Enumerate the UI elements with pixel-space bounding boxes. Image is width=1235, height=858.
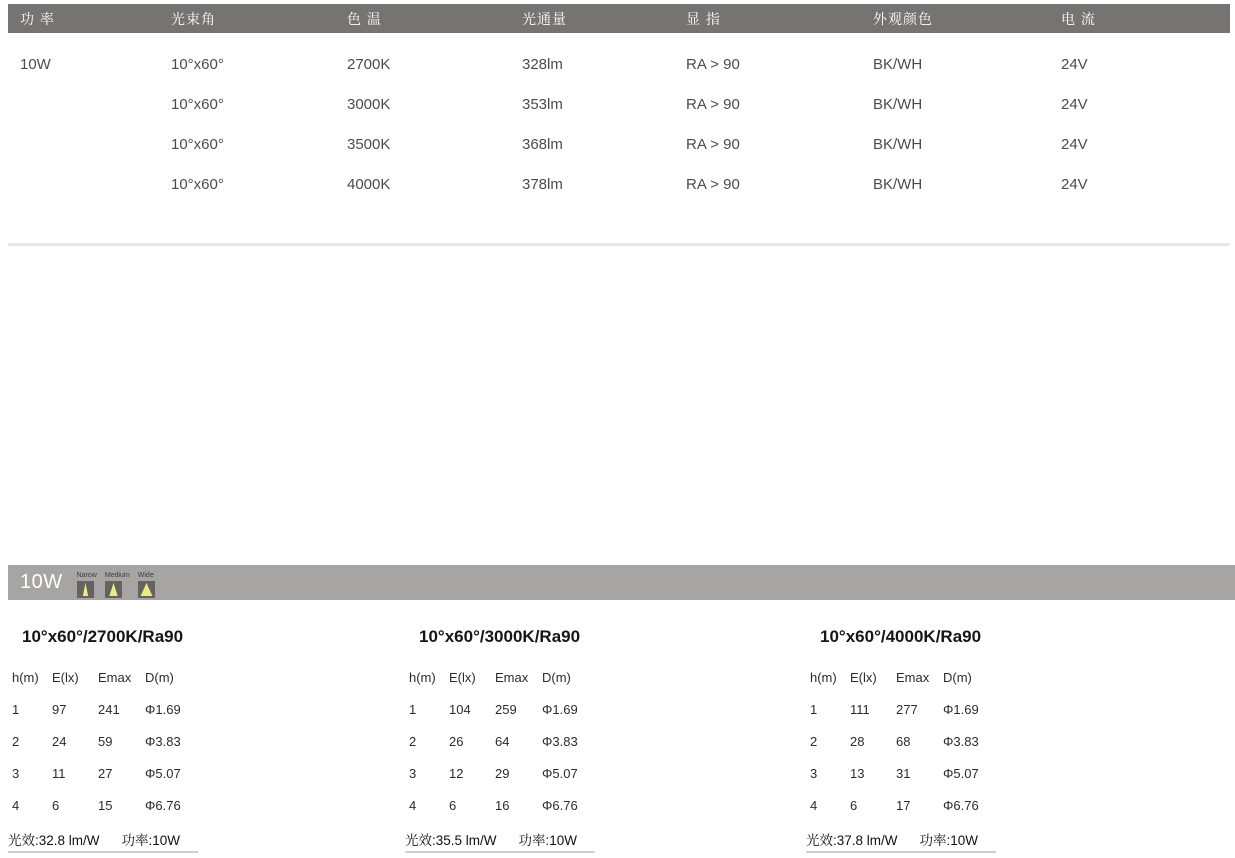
cell-luminous-flux: 328lm [522,55,563,73]
cell: 59 [98,733,113,749]
cell-finish-color: BK/WH [873,55,923,73]
col-emax: Emax [896,669,930,685]
cell-beam-angle: 10°x60° [171,135,224,153]
cell: 15 [98,797,113,813]
photometric-header-row [12,661,238,693]
cell: 1 [810,701,818,717]
header-luminous-flux: 光通量 [522,10,567,27]
cell: 3 [409,765,417,781]
cell: Φ6.76 [542,797,578,813]
cell: 4 [810,797,818,813]
narrow-beam-group [77,572,97,598]
cell: 2 [12,733,20,749]
header-current: 电 流 [1061,10,1096,27]
efficacy-value: 光效:37.8 lm/W [806,833,898,848]
cell: Φ3.83 [145,733,181,749]
table-row [12,725,238,757]
photometric-title: 10°x60°/4000K/Ra90 [820,627,982,646]
cell: 16 [495,797,510,813]
cell-power: 10W [20,55,51,73]
power-value: 功率:10W [121,833,181,848]
cell: 3 [810,765,818,781]
cell: 24 [52,733,67,749]
cell-cri: RA > 90 [686,55,740,73]
cell: 29 [495,765,510,781]
efficacy-value: 光效:32.8 lm/W [8,833,100,848]
narrow-beam-icon [77,581,94,598]
col-height: h(m) [810,669,837,685]
cell-beam-angle: 10°x60° [171,95,224,113]
cell: Φ5.07 [542,765,578,781]
cell: Φ6.76 [145,797,181,813]
wide-beam-group [138,572,155,598]
cell-color-temp: 4000K [347,175,391,193]
cell: 64 [495,733,510,749]
efficacy-value: 光效:35.5 lm/W [405,833,497,848]
photometric-footer [806,827,996,853]
photometric-title: 10°x60°/3000K/Ra90 [419,627,581,646]
medium-beam-label: Medium [104,572,130,579]
table-row [409,757,635,789]
col-illuminance: E(lx) [850,669,877,685]
table-row [810,725,1036,757]
cell-current: 24V [1061,95,1088,113]
cell-color-temp: 2700K [347,55,391,73]
cell: Φ1.69 [542,701,578,717]
photometric-table-3000k [405,615,635,853]
table-row [8,84,1230,124]
cell: 2 [810,733,818,749]
header-color-temp: 色 温 [347,10,382,27]
col-diameter: D(m) [145,669,174,685]
cell: 6 [52,797,60,813]
cell: 111 [850,701,870,717]
cell: 1 [12,701,20,717]
photometric-footer [8,827,198,853]
photometric-title: 10°x60°/2700K/Ra90 [22,627,184,646]
table-row [8,124,1230,164]
cell: 2 [409,733,417,749]
cell: 4 [12,797,20,813]
photometric-header-row [409,661,635,693]
header-power: 功 率 [20,10,55,27]
medium-beam-group [105,572,130,598]
section-divider [8,243,1230,246]
photometric-table-2700k [8,615,238,853]
cell-beam-angle: 10°x60° [171,175,224,193]
photometric-header-row [810,661,1036,693]
band-wattage-label: 10W [20,571,63,593]
table-row [12,789,238,821]
cell-luminous-flux: 368lm [522,135,563,153]
cell: Φ5.07 [145,765,181,781]
cell: Φ3.83 [542,733,578,749]
table-row [810,757,1036,789]
cell: Φ3.83 [943,733,979,749]
cell: 13 [850,765,865,781]
table-row [8,44,1230,84]
wide-beam-label: Wide [137,572,154,579]
cell-finish-color: BK/WH [873,135,923,153]
table-row [8,164,1230,204]
spec-table-body [8,44,1230,204]
table-row [409,725,635,757]
cell: Φ1.69 [145,701,181,717]
cell: 12 [449,765,464,781]
cell: 241 [98,701,120,717]
cell-cri: RA > 90 [686,95,740,113]
col-emax: Emax [98,669,132,685]
photometric-grid [8,661,238,821]
photometric-grid [405,661,635,821]
cell: 31 [896,765,911,781]
cell: 277 [896,701,918,717]
cell: 11 [52,765,66,781]
cell: 27 [98,765,113,781]
cell: 259 [495,701,517,717]
cell: 28 [850,733,865,749]
col-emax: Emax [495,669,529,685]
header-cri: 显 指 [686,10,721,27]
cell-current: 24V [1061,55,1088,73]
col-diameter: D(m) [542,669,571,685]
cell-color-temp: 3000K [347,95,391,113]
table-row [409,789,635,821]
cell-color-temp: 3500K [347,135,391,153]
cell-luminous-flux: 378lm [522,175,563,193]
spec-table-header [8,4,1230,33]
table-row [12,757,238,789]
cell-finish-color: BK/WH [873,175,923,193]
medium-beam-icon [105,581,122,598]
header-finish-color: 外观颜色 [873,10,933,27]
header-beam-angle: 光束角 [171,10,216,27]
cell-cri: RA > 90 [686,175,740,193]
power-value: 功率:10W [919,833,979,848]
power-value: 功率:10W [518,833,578,848]
table-row [810,789,1036,821]
cell: 6 [850,797,858,813]
cell-beam-angle: 10°x60° [171,55,224,73]
narrow-beam-label: Narow [76,572,97,579]
table-row [409,693,635,725]
cell: 104 [449,701,471,717]
photometric-grid [806,661,1036,821]
cell-cri: RA > 90 [686,135,740,153]
cell: 1 [409,701,417,717]
col-height: h(m) [12,669,39,685]
col-illuminance: E(lx) [449,669,476,685]
cell: 6 [449,797,457,813]
col-diameter: D(m) [943,669,972,685]
beam-band [8,565,1235,600]
table-row [12,693,238,725]
cell: 68 [896,733,911,749]
cell: Φ1.69 [943,701,979,717]
wide-beam-icon [138,581,155,598]
photometric-table-4000k [806,615,1036,853]
cell: 17 [896,797,911,813]
cell: 26 [449,733,464,749]
cell-luminous-flux: 353lm [522,95,563,113]
cell: Φ6.76 [943,797,979,813]
col-illuminance: E(lx) [52,669,79,685]
table-row [810,693,1036,725]
cell-current: 24V [1061,135,1088,153]
photometric-footer [405,827,595,853]
cell: Φ5.07 [943,765,979,781]
cell: 97 [52,701,67,717]
cell: 4 [409,797,417,813]
cell-finish-color: BK/WH [873,95,923,113]
cell-current: 24V [1061,175,1088,193]
cell: 3 [12,765,20,781]
beam-icons [77,567,155,598]
col-height: h(m) [409,669,436,685]
